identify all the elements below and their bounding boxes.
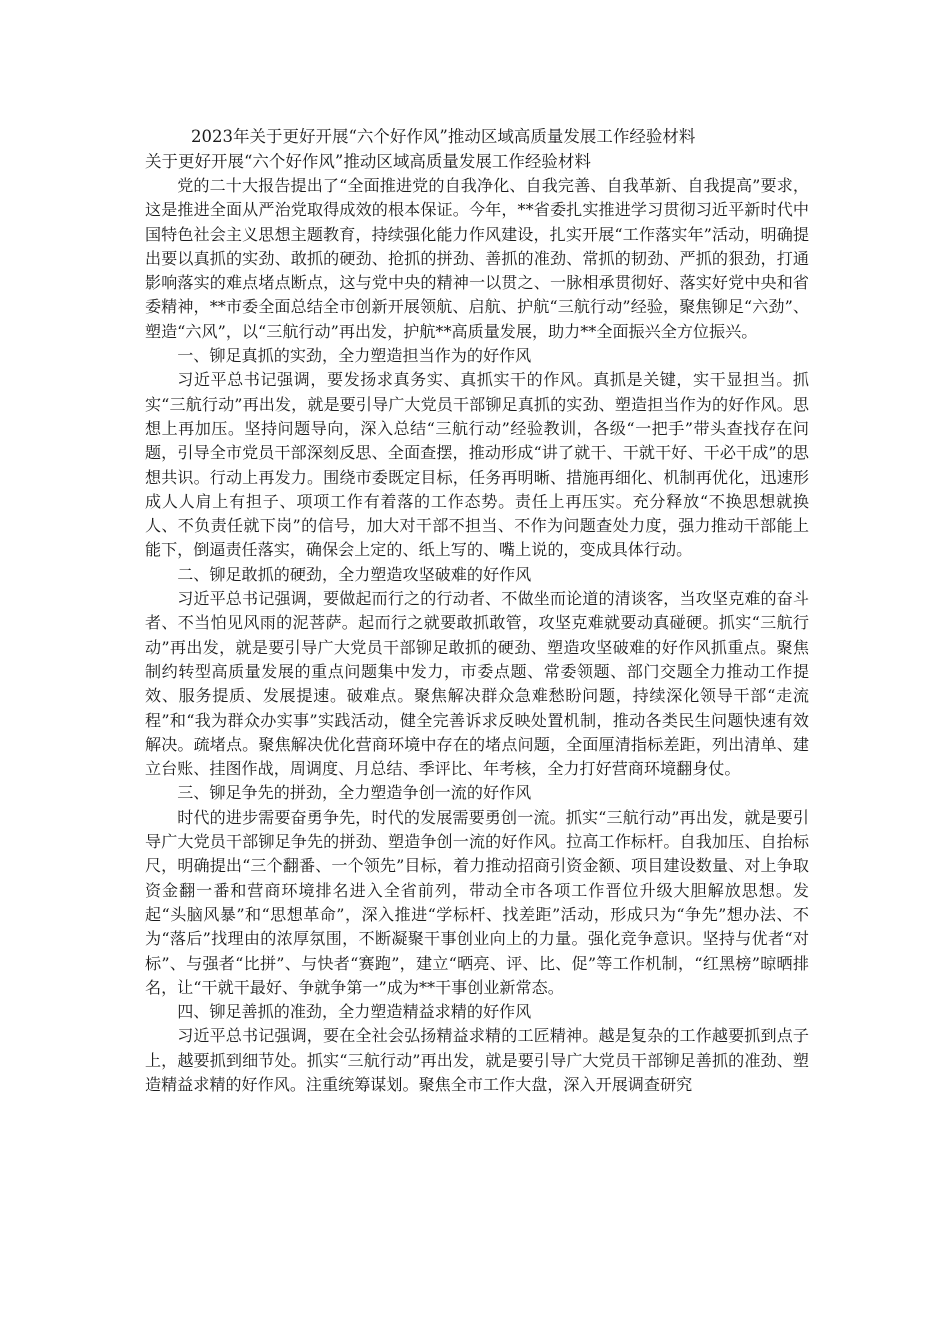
document-page bbox=[145, 124, 809, 1097]
section-4-body: 习近平总书记强调，要在全社会弘扬精益求精的工匠精神。越是复杂的工作越要抓到点子上，越要抓到细节处。抓实“三航行动”再出发，就是要引导广大党员干部铆足善抓的准劲、塑造精益求精的好作风。注重统筹谋划。聚焦全市工作大盘，深入开展调查研究 bbox=[145, 1026, 809, 1094]
section-3-heading: 三、铆足争先的拼劲，全力塑造争创一流的好作风 bbox=[177, 783, 532, 803]
section-2-body: 习近平总书记强调，要做起而行之的行动者、不做坐而论道的清谈客，当攻坚克难的奋斗者、不当怕见风雨的泥菩萨。起而行之就要敢抓敢管，攻坚克难就要动真碰硬。抓实“三航行动”再出发，就是要引导广大党员干部铆足敢抓的硬劲、塑造攻坚破难的好作风抓重点。聚焦制约转型高质量发展的重点问题集中发力，市委点题、常委领题、部门交题全力推动工作提效、服务提质、发展提速。破难点。聚焦解决群众急难愁盼问题，持续深化领导干部“走流程”和“我为群众办实事”实践活动，健全完善诉求反映处置机制，推动各类民生问题快速有效解决。疏堵点。聚焦解决优化营商环境中存在的堵点问题，全面厘清指标差距，列出清单、建立台账、挂图作战，周调度、月总结、季评比、年考核，全力打好营商环境翻身仗。 bbox=[145, 589, 809, 779]
document-title: 2023年关于更好开展“六个好作风”推动区域高质量发展工作经验材料 bbox=[191, 127, 696, 146]
section-1-heading: 一、铆足真抓的实劲，全力塑造担当作为的好作风 bbox=[177, 346, 532, 366]
intro-paragraph: 党的二十大报告提出了“全面推进党的自我净化、自我完善、自我革新、自我提高”要求，这是推进全面从严治党取得成效的根本保证。今年，**省委扎实推进学习贯彻习近平新时代中国特色社会主义思想主题教育，持续强化能力作风建设，扎实开展“工作落实年”活动，明确提出要以真抓的实劲、敢抓的硬劲、抢抓的拼劲、善抓的准劲、常抓的韧劲、严抓的狠劲，打通影响落实的难点堵点断点，这与党中央的精神一以贯之、一脉相承贯彻好、落实好党中央和省委精神，**市委全面总结全市创新开展领航、启航、护航“三航行动”经验，聚焦铆足“六劲”、塑造“六风”，以“三航行动”再出发，护航**高质量发展，助力**全面振兴全方位振兴。 bbox=[145, 176, 809, 341]
section-1-body: 习近平总书记强调，要发扬求真务实、真抓实干的作风。真抓是关键，实干显担当。抓实“三航行动”再出发，就是要引导广大党员干部铆足真抓的实劲、塑造担当作为的好作风。思想上再加压。坚持问题导向，深入总结“三航行动”经验教训，各级“一把手”带头查找存在问题，引导全市党员干部深刻反思、全面查摆，推动形成“讲了就干、干就干好、干必干成”的思想共识。行动上再发力。围绕市委既定目标，任务再明晰、措施再细化、机制再优化，迅速形成人人肩上有担子、项项工作有着落的工作态势。责任上再压实。充分释放“不换思想就换人、不负责任就下岗”的信号，加大对干部不担当、不作为问题查处力度，强力推动干部能上能下，倒逼责任落实，确保会上定的、纸上写的、嘴上说的，变成具体行动。 bbox=[145, 370, 809, 560]
document-subtitle: 关于更好开展“六个好作风”推动区域高质量发展工作经验材料 bbox=[145, 152, 591, 171]
section-4-heading: 四、铆足善抓的准劲，全力塑造精益求精的好作风 bbox=[177, 1002, 532, 1022]
section-2-heading: 二、铆足敢抓的硬劲，全力塑造攻坚破难的好作风 bbox=[177, 564, 532, 584]
section-3-body: 时代的进步需要奋勇争先，时代的发展需要勇创一流。抓实“三航行动”再出发，就是要引导广大党员干部铆足争先的拼劲、塑造争创一流的好作风。拉高工作标杆。自我加压、自抬标尺，明确提出“三个翻番、一个领先”目标，着力推动招商引资金额、项目建设数量、对上争取资金翻一番和营商环境排名进入全省前列，带动全市各项工作晋位升级大胆解放思想。发起“头脑风暴”和“思想革命”，深入推进“学标杆、找差距”活动，形成只为“争先”想办法、不为“落后”找理由的浓厚氛围，不断凝聚干事创业向上的力量。强化竞争意识。坚持与优者“对标”、与强者“比拼”、与快者“赛跑”，建立“晒亮、评、比、促”等工作机制，“红黑榜”晾晒排名，让“干就干最好、争就争第一”成为**干事创业新常态。 bbox=[145, 807, 809, 997]
